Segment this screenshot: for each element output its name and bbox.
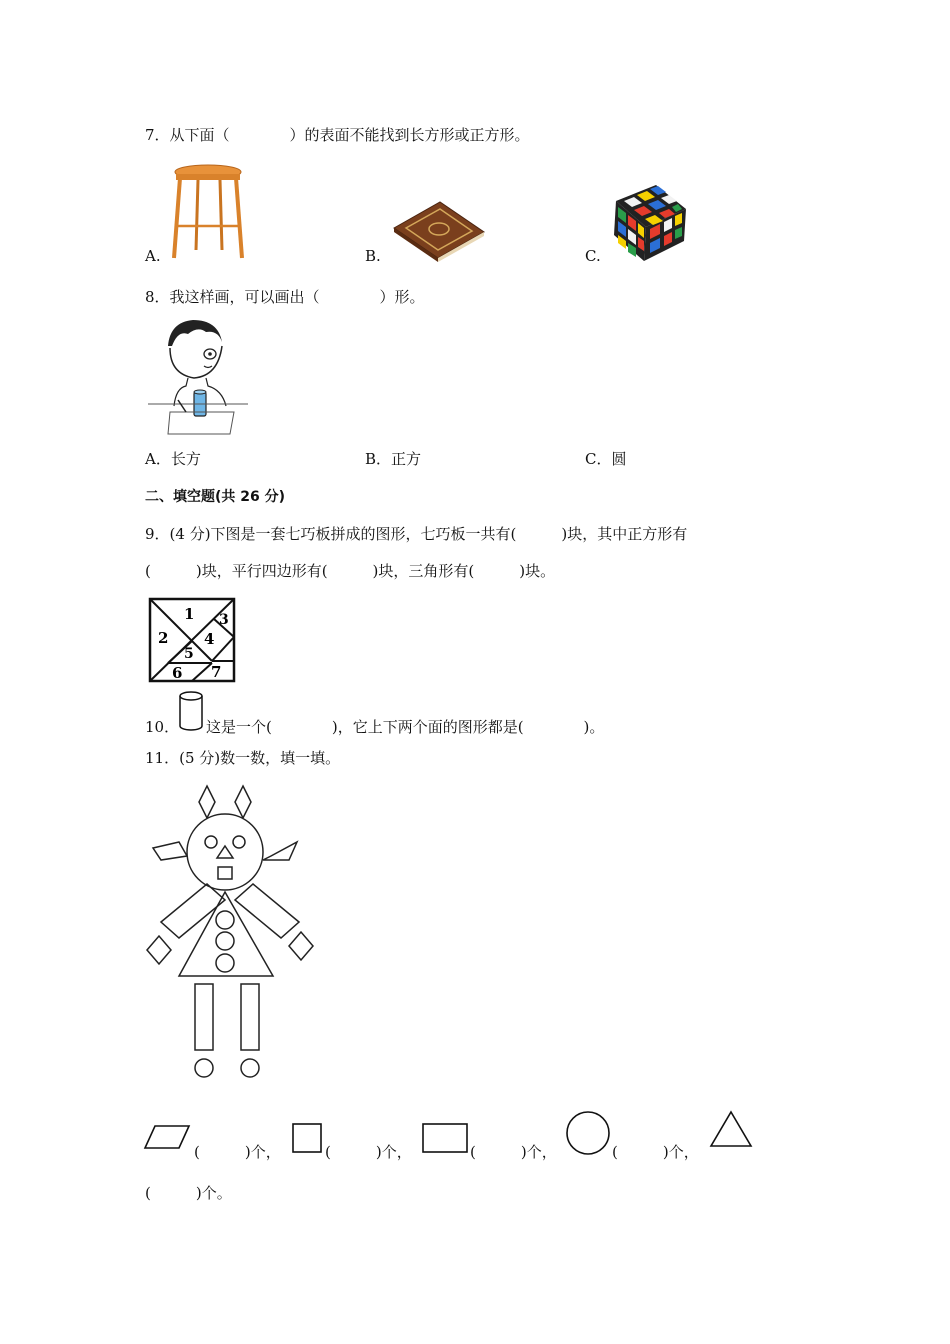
child-drawing-illustration	[148, 316, 248, 436]
q8-option-a: A．长方	[145, 450, 201, 468]
q11-blank-square: ( )个，	[325, 1143, 412, 1161]
circle-icon	[565, 1110, 611, 1156]
square-icon	[291, 1122, 323, 1154]
q10-text: 这是一个( )，它上下两个面的图形都是( )。	[206, 718, 605, 736]
q10-number: 10．	[145, 718, 180, 736]
tangram-label-4: 4	[204, 630, 215, 648]
q11-blank-rectangle: ( )个，	[470, 1143, 557, 1161]
tangram-label-5: 5	[184, 646, 194, 662]
tangram-figure	[148, 597, 236, 685]
q11-blank-triangle: ( )个。	[145, 1184, 232, 1202]
stool-image	[168, 164, 248, 262]
q11-text: 11．(5 分)数一数，填一填。	[145, 749, 341, 767]
rectangle-icon	[421, 1122, 469, 1154]
cylinder-icon	[178, 690, 204, 732]
q11-blank-circle: ( )个，	[612, 1143, 699, 1161]
triangle-icon	[709, 1110, 753, 1148]
q7-option-b: B.	[365, 247, 381, 265]
tangram-label-3: 3	[219, 612, 229, 628]
tangram-label-1: 1	[184, 605, 195, 623]
q9-line2: ( )块，平行四边形有( )块，三角形有( )块。	[145, 562, 556, 580]
parallelogram-icon	[143, 1124, 191, 1150]
q9-line1: 9．(4 分)下图是一套七巧板拼成的图形，七巧板一共有( )块，其中正方形有	[145, 525, 688, 543]
q11-blank-parallelogram: ( )个，	[194, 1143, 281, 1161]
q7-option-c: C.	[585, 247, 601, 265]
shape-figure-girl	[145, 782, 320, 1082]
q7-option-a: A.	[145, 247, 161, 265]
tangram-label-7: 7	[211, 663, 222, 681]
book-image	[392, 198, 486, 260]
q8-option-b: B．正方	[365, 450, 422, 468]
q8-option-c: C．圆	[585, 450, 627, 468]
tangram-label-6: 6	[172, 664, 183, 682]
q7-text: 7．从下面（ ）的表面不能找到长方形或正方形。	[145, 126, 530, 144]
section-title: 二、填空题(共 26 分)	[145, 489, 286, 505]
rubiks-cube-image	[612, 183, 690, 263]
q8-text: 8．我这样画，可以画出（ ）形。	[145, 288, 425, 306]
tangram-label-2: 2	[158, 629, 169, 647]
